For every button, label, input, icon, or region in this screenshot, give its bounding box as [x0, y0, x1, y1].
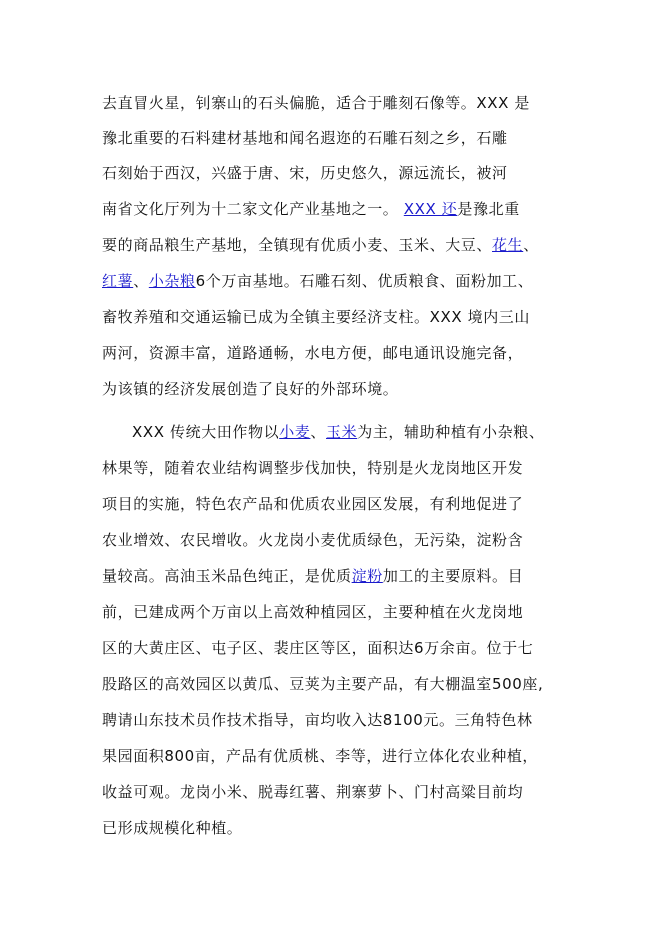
line-text: 、 [523, 236, 539, 254]
sweet-potato-link[interactable]: 红薯 [102, 272, 134, 290]
paragraph-2-line-5 [102, 566, 523, 586]
minor-grains-link[interactable]: 小杂粮 [148, 272, 196, 290]
paragraph-2-line-12: 已形成规模化种植。 [102, 819, 243, 837]
paragraph-2-line-8: 股路区的高效园区以黄瓜、豆荚为主要产品，有大棚温室500座, [102, 675, 544, 693]
paragraph-2-line-3: 项目的实施，特色农产品和优质农业园区发展，有利地促进了 [102, 495, 524, 513]
line-text: 、 [133, 272, 149, 290]
paragraph-1-line-3: 石刻始于西汉，兴盛于唐、宋，历史悠久，源远流长，被河 [102, 164, 508, 182]
paragraph-2-line-6: 前，已建成两个万亩以上高效种植园区，主要种植在火龙岗地 [102, 603, 524, 621]
paragraph-2-line-7: 区的大黄庄区、屯子区、裴庄区等区，面积达6万余亩。位于七 [102, 639, 534, 657]
line-text: 6个万亩基地。石雕石刻、优质粮食、面粉加工、 [195, 272, 534, 290]
corn-link[interactable]: 玉米 [326, 423, 358, 441]
line-text: 为主，辅助种植有小杂粮、 [357, 423, 545, 441]
paragraph-1-line-2: 豫北重要的石料建材基地和闻名遐迩的石雕石刻之乡，石雕 [102, 129, 508, 147]
paragraph-2-line-2: 林果等，随着农业结构调整步伐加快，特别是火龙岗地区开发 [102, 459, 524, 477]
paragraph-1-line-7: 畜牧养殖和交通运输已成为全镇主要经济支柱。XXX 境内三山 [102, 308, 530, 326]
paragraph-1-line-6 [102, 271, 533, 291]
line-text: XXX 传统大田作物以 [132, 423, 280, 441]
paragraph-1-line-4 [102, 199, 520, 219]
paragraph-2-line-9: 聘请山东技术员作技术指导，亩均收入达8100元。三角特色林 [102, 711, 533, 729]
line-text: 南省文化厅列为十二家文化产业基地之一。 [102, 200, 404, 218]
paragraph-2-line-10: 果园面积800亩，产品有优质桃、李等，进行立体化农业种植， [102, 747, 539, 765]
paragraph-2-line-11: 收益可观。龙岗小米、脱毒红薯、荆寨萝卜、门村高粱目前均 [102, 783, 524, 801]
paragraph-1-line-1: 去直冒火星，钊寨山的石头偏脆，适合于雕刻石像等。XXX 是 [102, 94, 530, 112]
paragraph-1-line-8: 两河，资源丰富，道路通畅，水电方便，邮电通讯设施完备， [102, 344, 524, 362]
xxx-link[interactable]: XXX 还 [403, 200, 458, 218]
line-text: 加工的主要原料。目 [382, 567, 524, 585]
peanut-link[interactable]: 花生 [492, 236, 524, 254]
paragraph-2-line-4: 农业增效、农民增收。火龙岗小麦优质绿色，无污染，淀粉含 [102, 531, 524, 549]
paragraph-1-line-9: 为该镇的经济发展创造了良好的外部环境。 [102, 380, 399, 398]
line-text: 量较高。高油玉米品色纯正，是优质 [102, 567, 352, 585]
line-text: 、 [310, 423, 327, 441]
starch-link[interactable]: 淀粉 [351, 567, 383, 585]
paragraph-1-line-5 [102, 235, 539, 255]
wheat-link[interactable]: 小麦 [279, 423, 311, 441]
line-text: 是豫北重 [457, 200, 520, 218]
line-text: 要的商品粮生产基地，全镇现有优质小麦、玉米、大豆、 [102, 236, 493, 254]
paragraph-2-line-1 [132, 422, 544, 442]
